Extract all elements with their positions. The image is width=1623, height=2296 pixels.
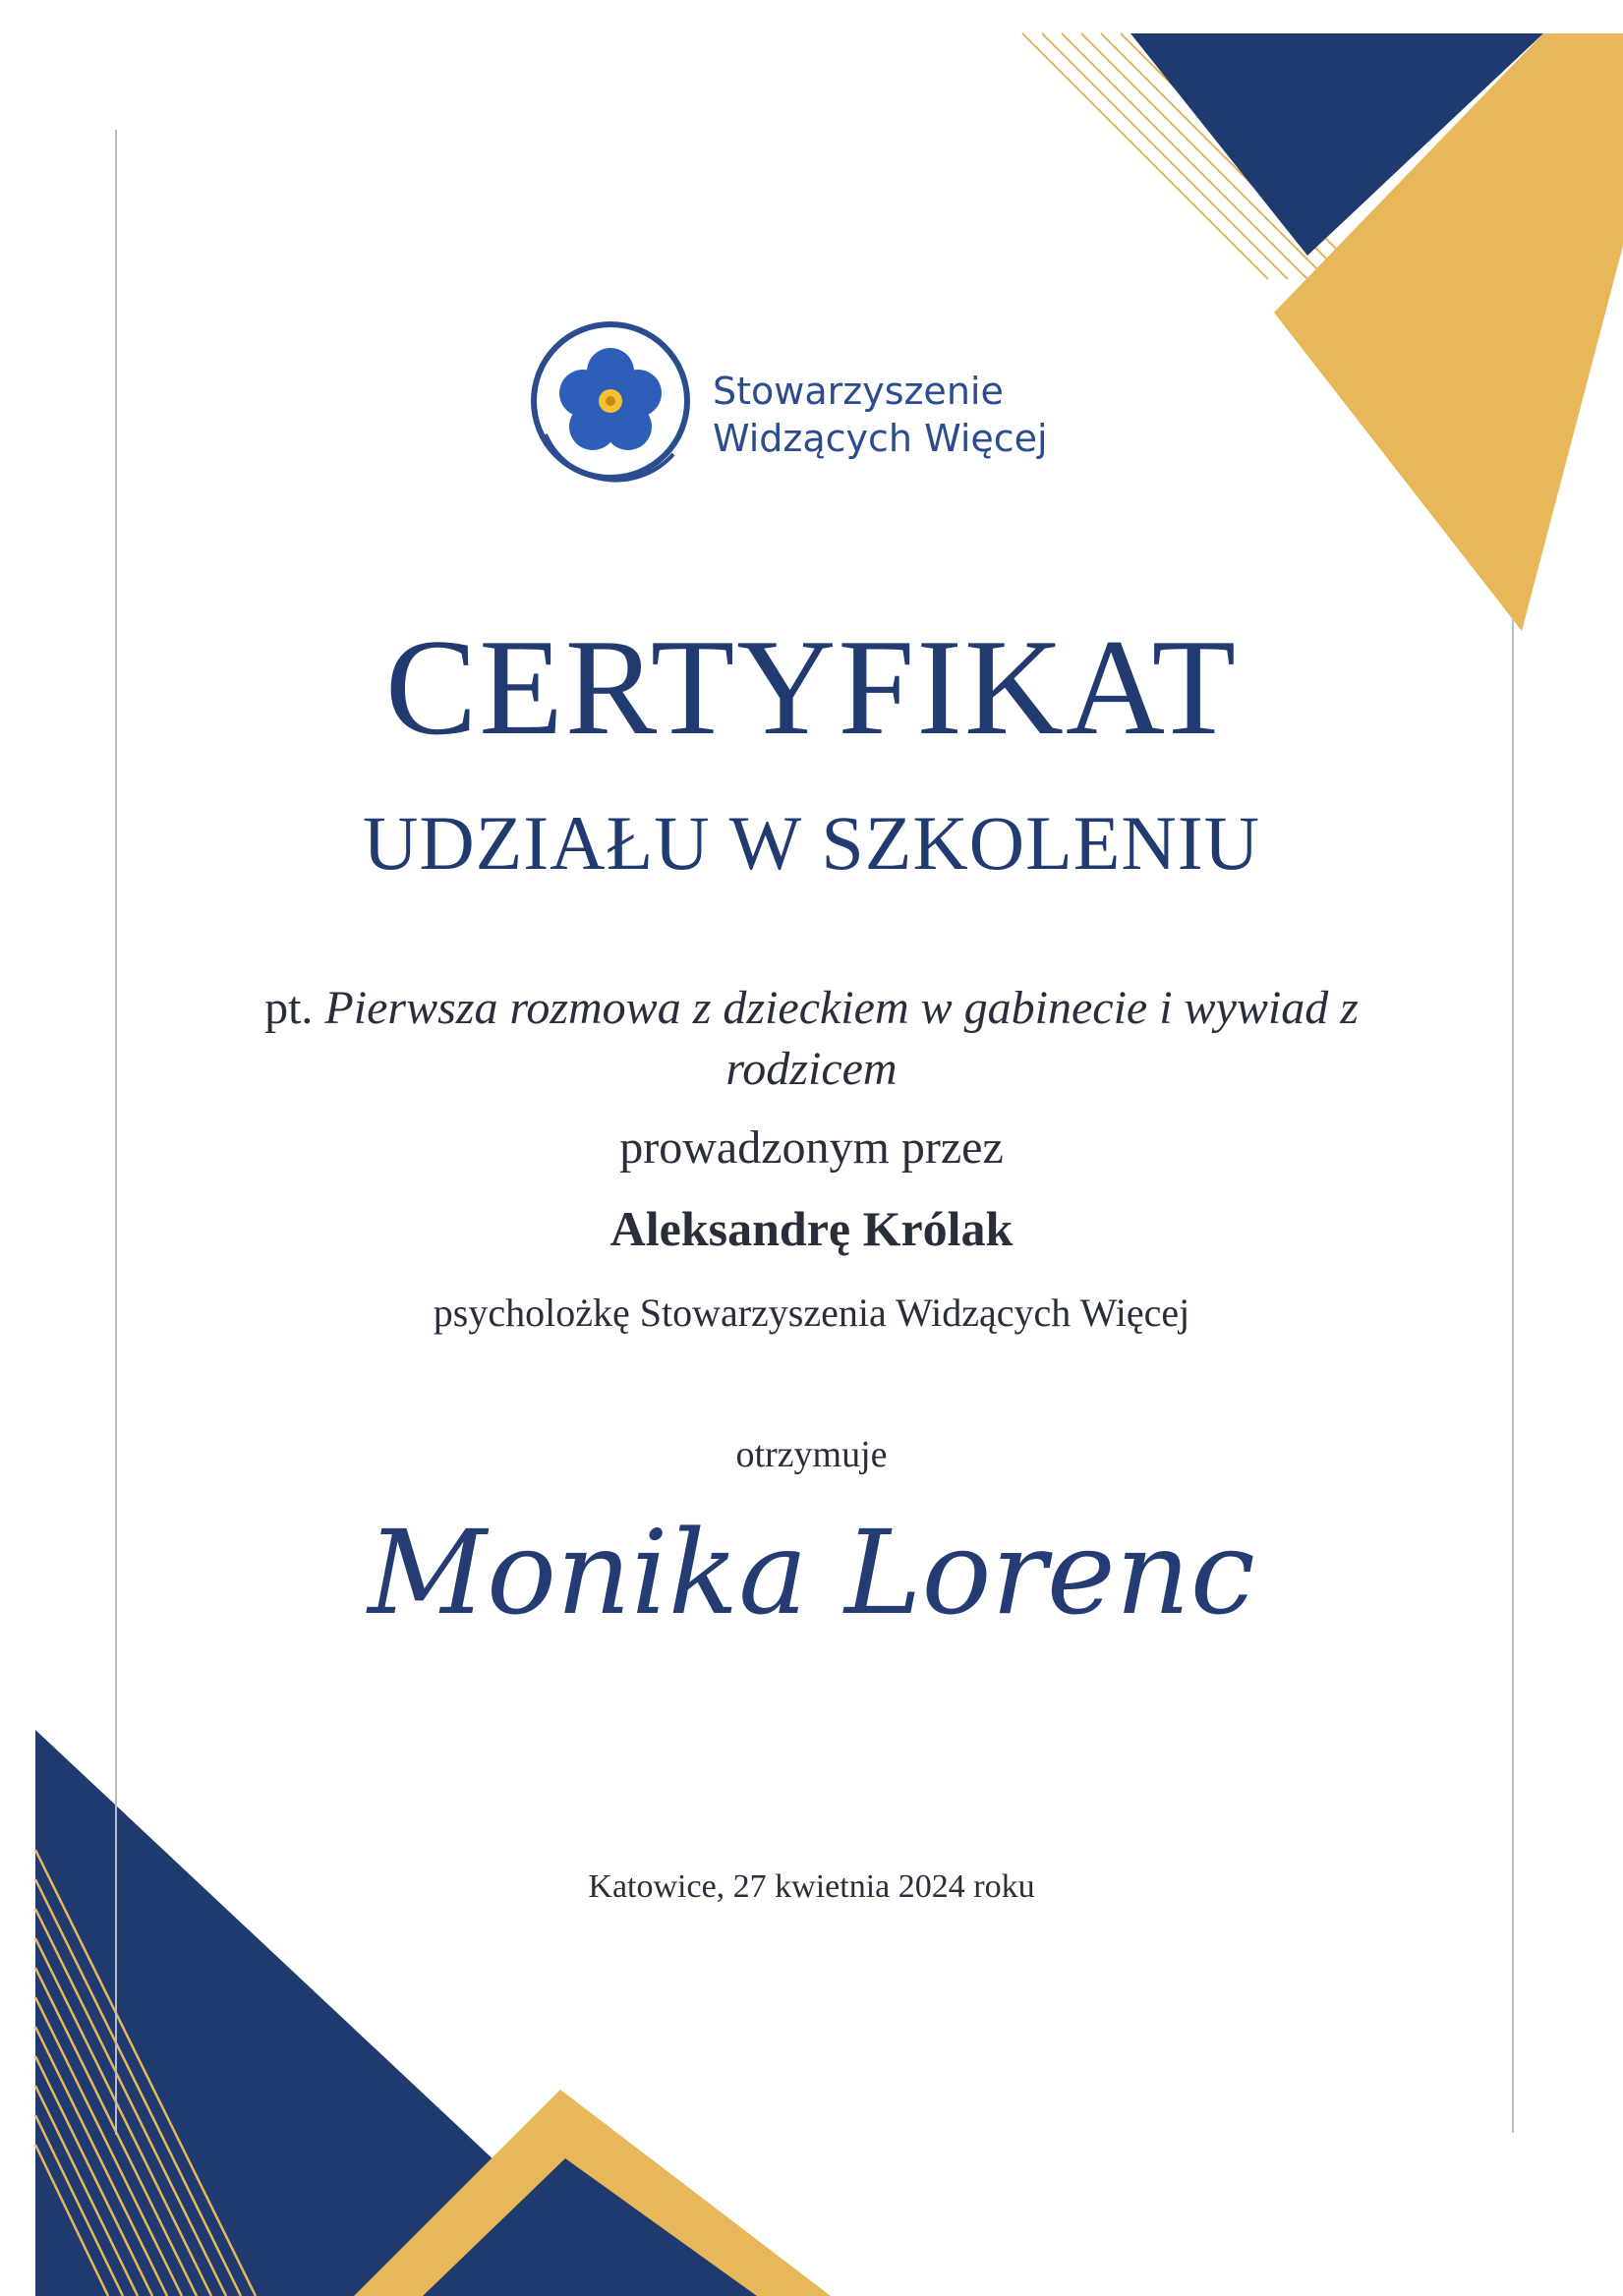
organization-logo <box>526 316 1096 503</box>
receives-label: otrzymuje <box>735 1434 888 1475</box>
training-topic-line1 <box>0 979 1623 1038</box>
forget-me-not-logo-icon <box>526 316 695 493</box>
place-and-date: Katowice, 27 kwietnia 2024 roku <box>588 1868 1035 1905</box>
certificate-title: CERTYFIKAT <box>384 611 1239 764</box>
organization-name-line1: Stowarzyszenie <box>713 370 1004 413</box>
topic-prefix: pt. <box>264 982 314 1034</box>
training-topic-line2: rodzicem <box>725 1043 898 1095</box>
organization-name <box>713 368 1048 462</box>
led-by-label: prowadzonym przez <box>619 1121 1004 1174</box>
trainer-role: psycholożkę Stowarzyszenia Widzących Więcej <box>433 1291 1190 1335</box>
certificate-subtitle: UDZIAŁU W SZKOLENIU <box>363 800 1260 886</box>
training-topic: Pierwsza rozmowa z dzieckiem w gabinecie i wywiad z <box>324 982 1359 1034</box>
recipient-name: Monika Lorenc <box>368 1505 1255 1640</box>
trainer-name: Aleksandrę Królak <box>609 1201 1014 1256</box>
organization-name-line2: Widzących Więcej <box>713 417 1048 460</box>
